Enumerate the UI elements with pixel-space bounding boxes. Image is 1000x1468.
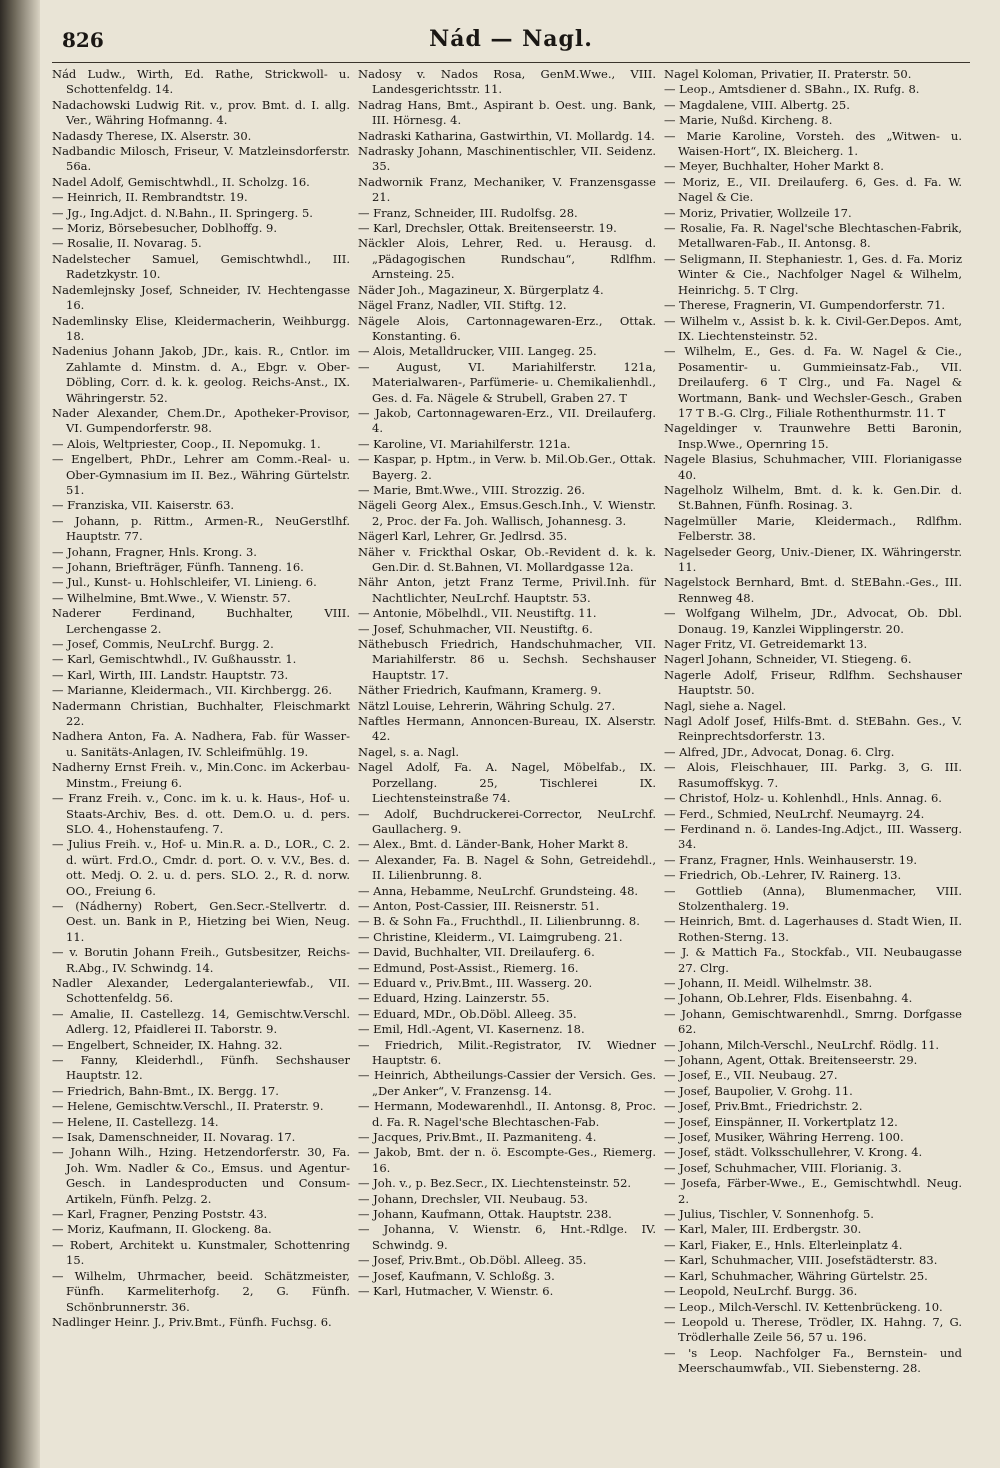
directory-entry: Nadrag Hans, Bmt., Aspirant b. Oest. ung. Bank, III. Hörnesg. 4. xyxy=(358,97,656,128)
directory-entry: — Josef, Musiker, Währing Herreng. 100. xyxy=(664,1130,904,1145)
directory-entry: Näckler Alois, Lehrer, Red. u. Herausg. d. „Pädagogischen Rundschau“, Rdlfhm. Arnsteing. 25. xyxy=(358,236,656,282)
directory-entry: — Marianne, Kleidermach., VII. Kirchbergg. 26. xyxy=(52,683,333,698)
directory-entry: — Engelbert, Schneider, IX. Hahng. 32. xyxy=(52,1037,283,1052)
directory-entry: Nadherny Ernst Freih. v., Min.Conc. im Ackerbau-Minstm., Freiung 6. xyxy=(52,760,350,790)
directory-entry: — Karl, Schuhmacher, Währing Gürtelstr. 25. xyxy=(664,1268,928,1283)
directory-entry: Nadel Adolf, Gemischtwhdl., II. Scholzg. 16. xyxy=(52,174,310,189)
page-number: 826 xyxy=(62,28,104,52)
scan-binding-shadow xyxy=(0,0,40,1468)
directory-entry: — Anna, Hebamme, NeuLrchf. Grundsteing. 48. xyxy=(358,883,639,898)
directory-entry: — 's Leop. Nachfolger Fa., Bernstein- und Meerschaumwfab., VII. Siebensterng. 28. xyxy=(664,1345,962,1376)
directory-entry: — Johann, Agent, Ottak. Breitenseerstr. 29. xyxy=(664,1053,918,1067)
directory-entry: — Helene, II. Castellezg. 14. xyxy=(52,1114,219,1129)
directory-entry: — Meyer, Buchhalter, Hoher Markt 8. xyxy=(664,159,884,174)
directory-entry: Nadasdy Therese, IX. Alserstr. 30. xyxy=(52,128,252,143)
directory-entry: Nader Alexander, Chem.Dr., Apotheker-Provisor, VI. Gumpendorferstr. 98. xyxy=(52,405,350,436)
directory-entry: — Josef, Schuhmacher, VIII. Florianig. 3. xyxy=(664,1160,902,1175)
directory-entry: — Moriz, E., VII. Dreilauferg. 6, Ges. d. Fa. W. Nagel & Cie. xyxy=(664,174,962,205)
directory-entry: Nadler Alexander, Ledergalanteriewfab., VII. Schottenfeldg. 56. xyxy=(52,975,350,1006)
directory-entry: — Johanna, V. Wienstr. 6, Hnt.-Rdlge. IV. Schwindg. 9. xyxy=(358,1222,656,1252)
directory-entry: Naderer Ferdinand, Buchhalter, VIII. Lerchengasse 2. xyxy=(52,606,350,636)
directory-entry: — Johann, Gemischtwarenhdl., Smrng. Dorfgasse 62. xyxy=(664,1006,962,1037)
directory-entry: — Magdalene, VIII. Albertg. 25. xyxy=(664,97,850,112)
directory-entry: Nadbandic Milosch, Friseur, V. Matzleinsdorferstr. 56a. xyxy=(52,144,350,174)
directory-entry: — Jul., Kunst- u. Hohlschleifer, VI. Linieng. 6. xyxy=(52,575,317,590)
directory-entry: Nadwornik Franz, Mechaniker, V. Franzensgasse 21. xyxy=(358,174,656,205)
directory-entry: Nadermann Christian, Buchhalter, Fleischmarkt 22. xyxy=(52,698,350,729)
directory-entry: — Fanny, Kleiderhdl., Fünfh. Sechshauser Hauptstr. 12. xyxy=(52,1053,350,1083)
directory-entry: Nadraski Katharina, Gastwirthin, VI. Mollardg. 14. xyxy=(358,128,655,143)
directory-entry: Nagl, siehe a. Nagel. xyxy=(664,698,787,713)
directory-entry: — Friedrich, Milit.-Registrator, IV. Wiedner Hauptstr. 6. xyxy=(358,1037,656,1067)
directory-entry: — Leopold u. Therese, Trödler, IX. Hahng. 7, G. Trödlerhalle Zeile 56, 57 u. 196. xyxy=(664,1314,962,1345)
directory-entry: Näthebusch Friedrich, Handschuhmacher, VII. Mariahilferstr. 86 u. Sechsh. Sechshauser Hauptstr. 17. xyxy=(358,637,656,682)
directory-entry: Nagl Adolf Josef, Hilfs-Bmt. d. StEBahn. Ges., V. Reinprechtsdorferstr. 13. xyxy=(664,714,962,744)
column-right xyxy=(664,67,962,1377)
directory-entry: — Karl, Wirth, III. Landstr. Hauptstr. 73. xyxy=(52,667,289,682)
page-header xyxy=(52,28,970,63)
directory-entry: Nagele Blasius, Schuhmacher, VIII. Florianigasse 40. xyxy=(664,452,962,482)
directory-entry: — Josef, städt. Volksschullehrer, V. Krong. 4. xyxy=(664,1145,923,1160)
directory-entry: — Leopold, NeuLrchf. Burgg. 36. xyxy=(664,1284,858,1299)
directory-entry: — Johann Wilh., Hzing. Hetzendorferstr. 30, Fa. Joh. Wm. Nadler & Co., Emsus. und Agentur-Gesch. in Landesproducten und Consum-Artikeln, Fünfh. Pelzg. 2. xyxy=(52,1145,350,1206)
directory-entry: — Joh. v., p. Bez.Secr., IX. Liechtensteinstr. 52. xyxy=(358,1176,632,1191)
directory-entry: — Johann, Drechsler, VII. Neubaug. 53. xyxy=(358,1191,588,1206)
directory-entry: — Adolf, Buchdruckerei-Corrector, NeuLrchf. Gaullacherg. 9. xyxy=(358,806,656,836)
directory-entry: — Karoline, VI. Mariahilferstr. 121a. xyxy=(358,436,571,451)
directory-entry: — Ferd., Schmied, NeuLrchf. Neumayrg. 24. xyxy=(664,806,925,821)
directory-entry: — Heinrich, Abtheilungs-Cassier der Versich. Ges. „Der Anker“, V. Franzensg. 14. xyxy=(358,1068,656,1098)
directory-entry: — v. Borutin Johann Freih., Gutsbesitzer, Reichs-R.Abg., IV. Schwindg. 14. xyxy=(52,945,350,975)
directory-entry: — Seligmann, II. Stephaniestr. 1, Ges. d. Fa. Moriz Winter & Cie., Nachfolger Nagel & Wilhelm, Heinrichg. 5. T Clrg. xyxy=(664,251,962,297)
directory-entry: — Friedrich, Bahn-Bmt., IX. Bergg. 17. xyxy=(52,1083,279,1098)
directory-entry: — Johann, II. Meidl. Wilhelmstr. 38. xyxy=(664,975,873,990)
directory-entry: — Heinrich, II. Rembrandtstr. 19. xyxy=(52,190,248,205)
directory-entry: — Alexander, Fa. B. Nagel & Sohn, Getreidehdl., II. Lilienbrunng. 8. xyxy=(358,852,656,883)
directory-entry: — Eduard v., Priv.Bmt., III. Wasserg. 20. xyxy=(358,975,593,990)
directory-entry: — Alfred, JDr., Advocat, Donag. 6. Clrg. xyxy=(664,744,895,759)
directory-entry: Nadenius Johann Jakob, JDr., kais. R., Cntlor. im Zahlamte d. Minstm. d. A., Ebgr. v. Ober-Döbling, Corr. d. k. k. geolog. Reichs-Anst., IX. Währingerstr. 52. xyxy=(52,344,350,405)
directory-entry: — Karl, Hutmacher, V. Wienstr. 6. xyxy=(358,1284,554,1299)
directory-entry: Nähr Anton, jetzt Franz Terme, Privil.Inh. für Nachtlichter, NeuLrchf. Hauptstr. 53. xyxy=(358,575,656,605)
directory-entry: — Amalie, II. Castellezg. 14, Gemischtw.Verschl. Adlerg. 12, Pfaidlerei II. Taborstr. 9. xyxy=(52,1006,350,1037)
directory-entry: — Johann, Fragner, Hnls. Krong. 3. xyxy=(52,544,257,559)
directory-entry: Nadlinger Heinr. J., Priv.Bmt., Fünfh. Fuchsg. 6. xyxy=(52,1314,332,1329)
column-left xyxy=(52,67,350,1377)
directory-entry: — Josef, Einspänner, II. Vorkertplatz 12. xyxy=(664,1114,898,1129)
directory-entry: — Karl, Fiaker, E., Hnls. Elterleinplatz 4. xyxy=(664,1237,903,1252)
directory-entry: — Marie, Bmt.Wwe., VIII. Strozzig. 26. xyxy=(358,482,586,497)
directory-entry: — Gottlieb (Anna), Blumenmacher, VIII. Stolzenthalerg. 19. xyxy=(664,883,962,913)
directory-entry: — Franz, Schneider, III. Rudolfsg. 28. xyxy=(358,205,578,220)
directory-entry: — Wilhelm v., Assist b. k. k. Civil-Ger.Depos. Amt, IX. Liechtensteinstr. 52. xyxy=(664,313,962,343)
directory-entry: — Friedrich, Ob.-Lehrer, IV. Rainerg. 13. xyxy=(664,868,902,883)
directory-entry: — Karl, Drechsler, Ottak. Breitenseerstr. 19. xyxy=(358,221,617,236)
directory-entry: — Heinrich, Bmt. d. Lagerhauses d. Stadt Wien, II. Rothen-Sterng. 13. xyxy=(664,914,962,944)
directory-entry: Nadelstecher Samuel, Gemischtwhdl., III. Radetzkystr. 10. xyxy=(52,251,350,282)
directory-entry: — Eduard, Hzing. Lainzerstr. 55. xyxy=(358,991,550,1006)
directory-entry: — Alois, Fleischhauer, III. Parkg. 3, G. III. Rasumoffskyg. 7. xyxy=(664,760,962,790)
directory-entry: — Franz Freih. v., Conc. im k. u. k. Haus-, Hof- u. Staats-Archiv, Bes. d. ott. Dem.O. u. d. pers. SLO. 4., Hohenstaufeng. 7. xyxy=(52,791,350,836)
directory-entry: Näher v. Frickthal Oskar, Ob.-Revident d. k. k. Gen.Dir. d. St.Bahnen, VI. Mollardgasse 12a. xyxy=(358,544,656,574)
directory-entry: — Alois, Weltpriester, Coop., II. Nepomukg. 1. xyxy=(52,436,321,451)
directory-entry: — J. & Mattich Fa., Stockfab., VII. Neubaugasse 27. Clrg. xyxy=(664,945,962,975)
directory-entry: — Josefa, Färber-Wwe., E., Gemischtwhdl. Neug. 2. xyxy=(664,1176,962,1206)
directory-entry: — Johann, Milch-Verschl., NeuLrchf. Rödlg. 11. xyxy=(664,1037,940,1052)
directory-entry: — Hermann, Modewarenhdl., II. Antonsg. 8, Proc. d. Fa. R. Nagel'sche Blechtaschen-Fab. xyxy=(358,1099,656,1129)
directory-entry: — Josef, Schuhmacher, VII. Neustiftg. 6. xyxy=(358,621,593,636)
directory-entry: — Marie Karoline, Vorsteh. des „Witwen- u. Waisen-Hort“, IX. Bleicherg. 1. xyxy=(664,128,962,159)
directory-entry: — Moriz, Kaufmann, II. Glockeng. 8a. xyxy=(52,1222,272,1237)
directory-entry: Nägel Franz, Nadler, VII. Stiftg. 12. xyxy=(358,298,567,313)
directory-entry: — Jakob, Bmt. der n. ö. Escompte-Ges., Riemerg. 16. xyxy=(358,1145,656,1175)
directory-entry: — August, VI. Mariahilferstr. 121a, Materialwaren-, Parfümerie- u. Chemikalienhdl., Ges. d. Fa. Nägele & Strubell, Graben 27. T xyxy=(358,359,656,405)
directory-entry: Nätzl Louise, Lehrerin, Währing Schulg. 27. xyxy=(358,698,616,713)
directory-entry: — Jg., Ing.Adjct. d. N.Bahn., II. Springerg. 5. xyxy=(52,205,313,220)
directory-entry: — Marie, Nußd. Kircheng. 8. xyxy=(664,113,833,128)
directory-entry: Nageldinger v. Traunwehre Betti Baronin, Insp.Wwe., Opernring 15. xyxy=(664,421,962,451)
directory-entry: — Wilhelmine, Bmt.Wwe., V. Wienstr. 57. xyxy=(52,590,291,605)
directory-entry: — Alois, Metalldrucker, VIII. Langeg. 25. xyxy=(358,344,597,359)
directory-entry: — Karl, Fragner, Penzing Poststr. 43. xyxy=(52,1207,268,1222)
directory-entry: — (Nádherny) Robert, Gen.Secr.-Stellvertr. d. Oest. un. Bank in P., Hietzing bei Wien, Neug. 11. xyxy=(52,898,350,944)
directory-entry: Nägeli Georg Alex., Emsus.Gesch.Inh., V. Wienstr. 2, Proc. der Fa. Joh. Wallisch, Johannesg. 3. xyxy=(358,498,656,528)
directory-entry: Nagelstock Bernhard, Bmt. d. StEBahn.-Ges., III. Rennweg 48. xyxy=(664,575,962,605)
directory-entry: — Anton, Post-Cassier, III. Reisnerstr. 51. xyxy=(358,898,600,913)
directory-entry: — Helene, Gemischtw.Verschl., II. Praterstr. 9. xyxy=(52,1099,324,1114)
directory-entry: — Kaspar, p. Hptm., in Verw. b. Mil.Ob.Ger., Ottak. Bayerg. 2. xyxy=(358,452,656,482)
directory-entry: Nager Fritz, VI. Getreidemarkt 13. xyxy=(664,637,868,652)
directory-entry: Nadachowski Ludwig Rit. v., prov. Bmt. d. I. allg. Ver., Währing Hofmanng. 4. xyxy=(52,97,350,128)
directory-entry: — Josef, Priv.Bmt., Ob.Döbl. Alleeg. 35. xyxy=(358,1253,587,1268)
page-title: Nád — Nagl. xyxy=(429,26,593,52)
directory-entry: — Josef, Kaufmann, V. Schloßg. 3. xyxy=(358,1268,555,1283)
directory-entry: — Isak, Damenschneider, II. Novarag. 17. xyxy=(52,1130,296,1145)
directory-entry: — Josef, E., VII. Neubaug. 27. xyxy=(664,1068,838,1083)
directory-entry: Nagel Koloman, Privatier, II. Praterstr. 50. xyxy=(664,67,912,81)
directory-entry: — Moriz, Börsebesucher, Doblhoffg. 9. xyxy=(52,221,277,236)
directory-entry: — Karl, Schuhmacher, VIII. Josefstädterstr. 83. xyxy=(664,1253,938,1268)
directory-entry: Nagelseder Georg, Univ.-Diener, IX. Währingerstr. 11. xyxy=(664,544,962,574)
directory-entry: — Engelbert, PhDr., Lehrer am Comm.-Real- u. Ober-Gymnasium im II. Bez., Währing Gürtelstr. 51. xyxy=(52,452,350,497)
directory-entry: Näder Joh., Magazineur, X. Bürgerplatz 4. xyxy=(358,282,604,297)
directory-entry: Nád Ludw., Wirth, Ed. Rathe, Strickwoll- u. Schottenfeldg. 14. xyxy=(52,67,350,97)
directory-entry: Nagelmüller Marie, Kleidermach., Rdlfhm. Felberstr. 38. xyxy=(664,513,962,544)
directory-entry: Nägerl Karl, Lehrer, Gr. Jedlrsd. 35. xyxy=(358,529,568,544)
directory-entry: — Rosalie, Fa. R. Nagel'sche Blechtaschen-Fabrik, Metallwaren-Fab., II. Antonsg. 8. xyxy=(664,221,962,251)
directory-entry: — Rosalie, II. Novarag. 5. xyxy=(52,236,202,251)
directory-entry: — Leop., Milch-Verschl. IV. Kettenbrückeng. 10. xyxy=(664,1299,943,1314)
directory-entry: — Therese, Fragnerin, VI. Gumpendorferstr. 71. xyxy=(664,298,946,313)
directory-entry: — Karl, Gemischtwhdl., IV. Gußhausstr. 1. xyxy=(52,652,297,667)
directory-entry: — Franziska, VII. Kaiserstr. 63. xyxy=(52,498,235,513)
directory-entry: — Ferdinand n. ö. Landes-Ing.Adjct., III. Wasserg. 34. xyxy=(664,821,962,852)
directory-entry: — Edmund, Post-Assist., Riemerg. 16. xyxy=(358,960,579,975)
directory-entry: — Josef, Priv.Bmt., Friedrichstr. 2. xyxy=(664,1099,863,1114)
directory-entry: — Christine, Kleiderm., VI. Laimgrubeng. 21. xyxy=(358,929,623,944)
directory-entry: — Alex., Bmt. d. Länder-Bank, Hoher Markt 8. xyxy=(358,837,629,852)
directory-entry: — B. & Sohn Fa., Fruchthdl., II. Lilienbrunng. 8. xyxy=(358,914,640,929)
directory-entry: — Wolfgang Wilhelm, JDr., Advocat, Ob. Dbl. Donaug. 19, Kanzlei Wipplingerstr. 20. xyxy=(664,606,962,636)
directory-entry: — David, Buchhalter, VII. Dreilauferg. 6. xyxy=(358,945,595,960)
directory-entry: Nägele Alois, Cartonnagewaren-Erz., Ottak. Konstanting. 6. xyxy=(358,313,656,343)
directory-entry: — Johann, Ob.Lehrer, Flds. Eisenbahng. 4. xyxy=(664,991,913,1006)
directory-entry: — Johann, Kaufmann, Ottak. Hauptstr. 238. xyxy=(358,1207,612,1222)
directory-entry: Naftles Hermann, Annoncen-Bureau, IX. Alserstr. 42. xyxy=(358,714,656,744)
directory-entry: — Antonie, Möbelhdl., VII. Neustiftg. 11. xyxy=(358,606,597,621)
directory-entry: — Moriz, Privatier, Wollzeile 17. xyxy=(664,205,852,220)
directory-entry: Nadrasky Johann, Maschinentischler, VII. Seidenz. 35. xyxy=(358,144,656,174)
directory-entry: Nagel Adolf, Fa. A. Nagel, Möbelfab., IX. Porzellang. 25, Tischlerei IX. Liechtensteinstraße 74. xyxy=(358,760,656,806)
directory-entry: Nagel, s. a. Nagl. xyxy=(358,744,460,759)
directory-entry: — Emil, Hdl.-Agent, VI. Kasernenz. 18. xyxy=(358,1022,585,1037)
directory-entry: Nademlejnsky Josef, Schneider, IV. Hechtengasse 16. xyxy=(52,282,350,313)
directory-entry: — Julius, Tischler, V. Sonnenhofg. 5. xyxy=(664,1207,874,1222)
directory-entry: — Julius Freih. v., Hof- u. Min.R. a. D., LOR., C. 2. d. würt. Frd.O., Cmdr. d. port. O. v. V.V., Bes. d. ott. Medj. O. 2. u. d. pers. SLO. 2., R. d. norw. OO., Freiung 6. xyxy=(52,837,350,898)
directory-entry: Nademlinsky Elise, Kleidermacherin, Weihburgg. 18. xyxy=(52,313,350,343)
directory-entry: — Robert, Architekt u. Kunstmaler, Schottenring 15. xyxy=(52,1237,350,1268)
directory-entry: — Josef, Commis, NeuLrchf. Burgg. 2. xyxy=(52,637,274,652)
directory-entry: Nadosy v. Nados Rosa, GenM.Wwe., VIII. Landesgerichtsstr. 11. xyxy=(358,67,656,97)
directory-entry: — Johann, p. Rittm., Armen-R., NeuGerstlhf. Hauptstr. 77. xyxy=(52,513,350,544)
directory-entry: — Karl, Maler, III. Erdbergstr. 30. xyxy=(664,1222,862,1237)
directory-entry: Näther Friedrich, Kaufmann, Kramerg. 9. xyxy=(358,683,602,698)
directory-entry: — Franz, Fragner, Hnls. Weinhauserstr. 19. xyxy=(664,852,918,867)
directory-entry: Nagerle Adolf, Friseur, Rdlfhm. Sechshauser Hauptstr. 50. xyxy=(664,667,962,698)
directory-entry: — Christof, Holz- u. Kohlenhdl., Hnls. Annag. 6. xyxy=(664,791,942,806)
entry-columns xyxy=(52,67,970,1377)
directory-entry: — Leop., Amtsdiener d. SBahn., IX. Rufg. 8. xyxy=(664,82,920,97)
directory-entry: — Josef, Baupolier, V. Grohg. 11. xyxy=(664,1083,853,1098)
directory-entry: — Johann, Briefträger, Fünfh. Tanneng. 16. xyxy=(52,560,304,574)
directory-entry: Nadhera Anton, Fa. A. Nadhera, Fab. für Wasser- u. Sanitäts-Anlagen, IV. Schleifmühlg. 19. xyxy=(52,729,350,759)
directory-entry: — Jakob, Cartonnagewaren-Erz., VII. Dreilauferg. 4. xyxy=(358,405,656,436)
directory-entry: Nagelholz Wilhelm, Bmt. d. k. k. Gen.Dir. d. St.Bahnen, Fünfh. Rosinag. 3. xyxy=(664,482,962,513)
directory-entry: — Wilhelm, Uhrmacher, beeid. Schätzmeister, Fünfh. Karmeliterhofg. 2, G. Fünfh. Schönbrunnerstr. 36. xyxy=(52,1268,350,1314)
directory-entry: — Wilhelm, E., Ges. d. Fa. W. Nagel & Cie., Posamentir- u. Gummieinsatz-Fab., VII. Dreilauferg. 6 T Clrg., und Fa. Nagel & Wortmann, Bank- und Wechsler-Gesch., Graben 17 T B.-G. Clrg., Filiale Rothenthurmstr. 11. T xyxy=(664,344,962,420)
directory-entry: — Eduard, MDr., Ob.Döbl. Alleeg. 35. xyxy=(358,1006,577,1021)
column-middle xyxy=(358,67,656,1377)
directory-entry: Nagerl Johann, Schneider, VI. Stiegeng. 6. xyxy=(664,652,912,667)
directory-entry: — Jacques, Priv.Bmt., II. Pazmaniteng. 4. xyxy=(358,1130,597,1145)
